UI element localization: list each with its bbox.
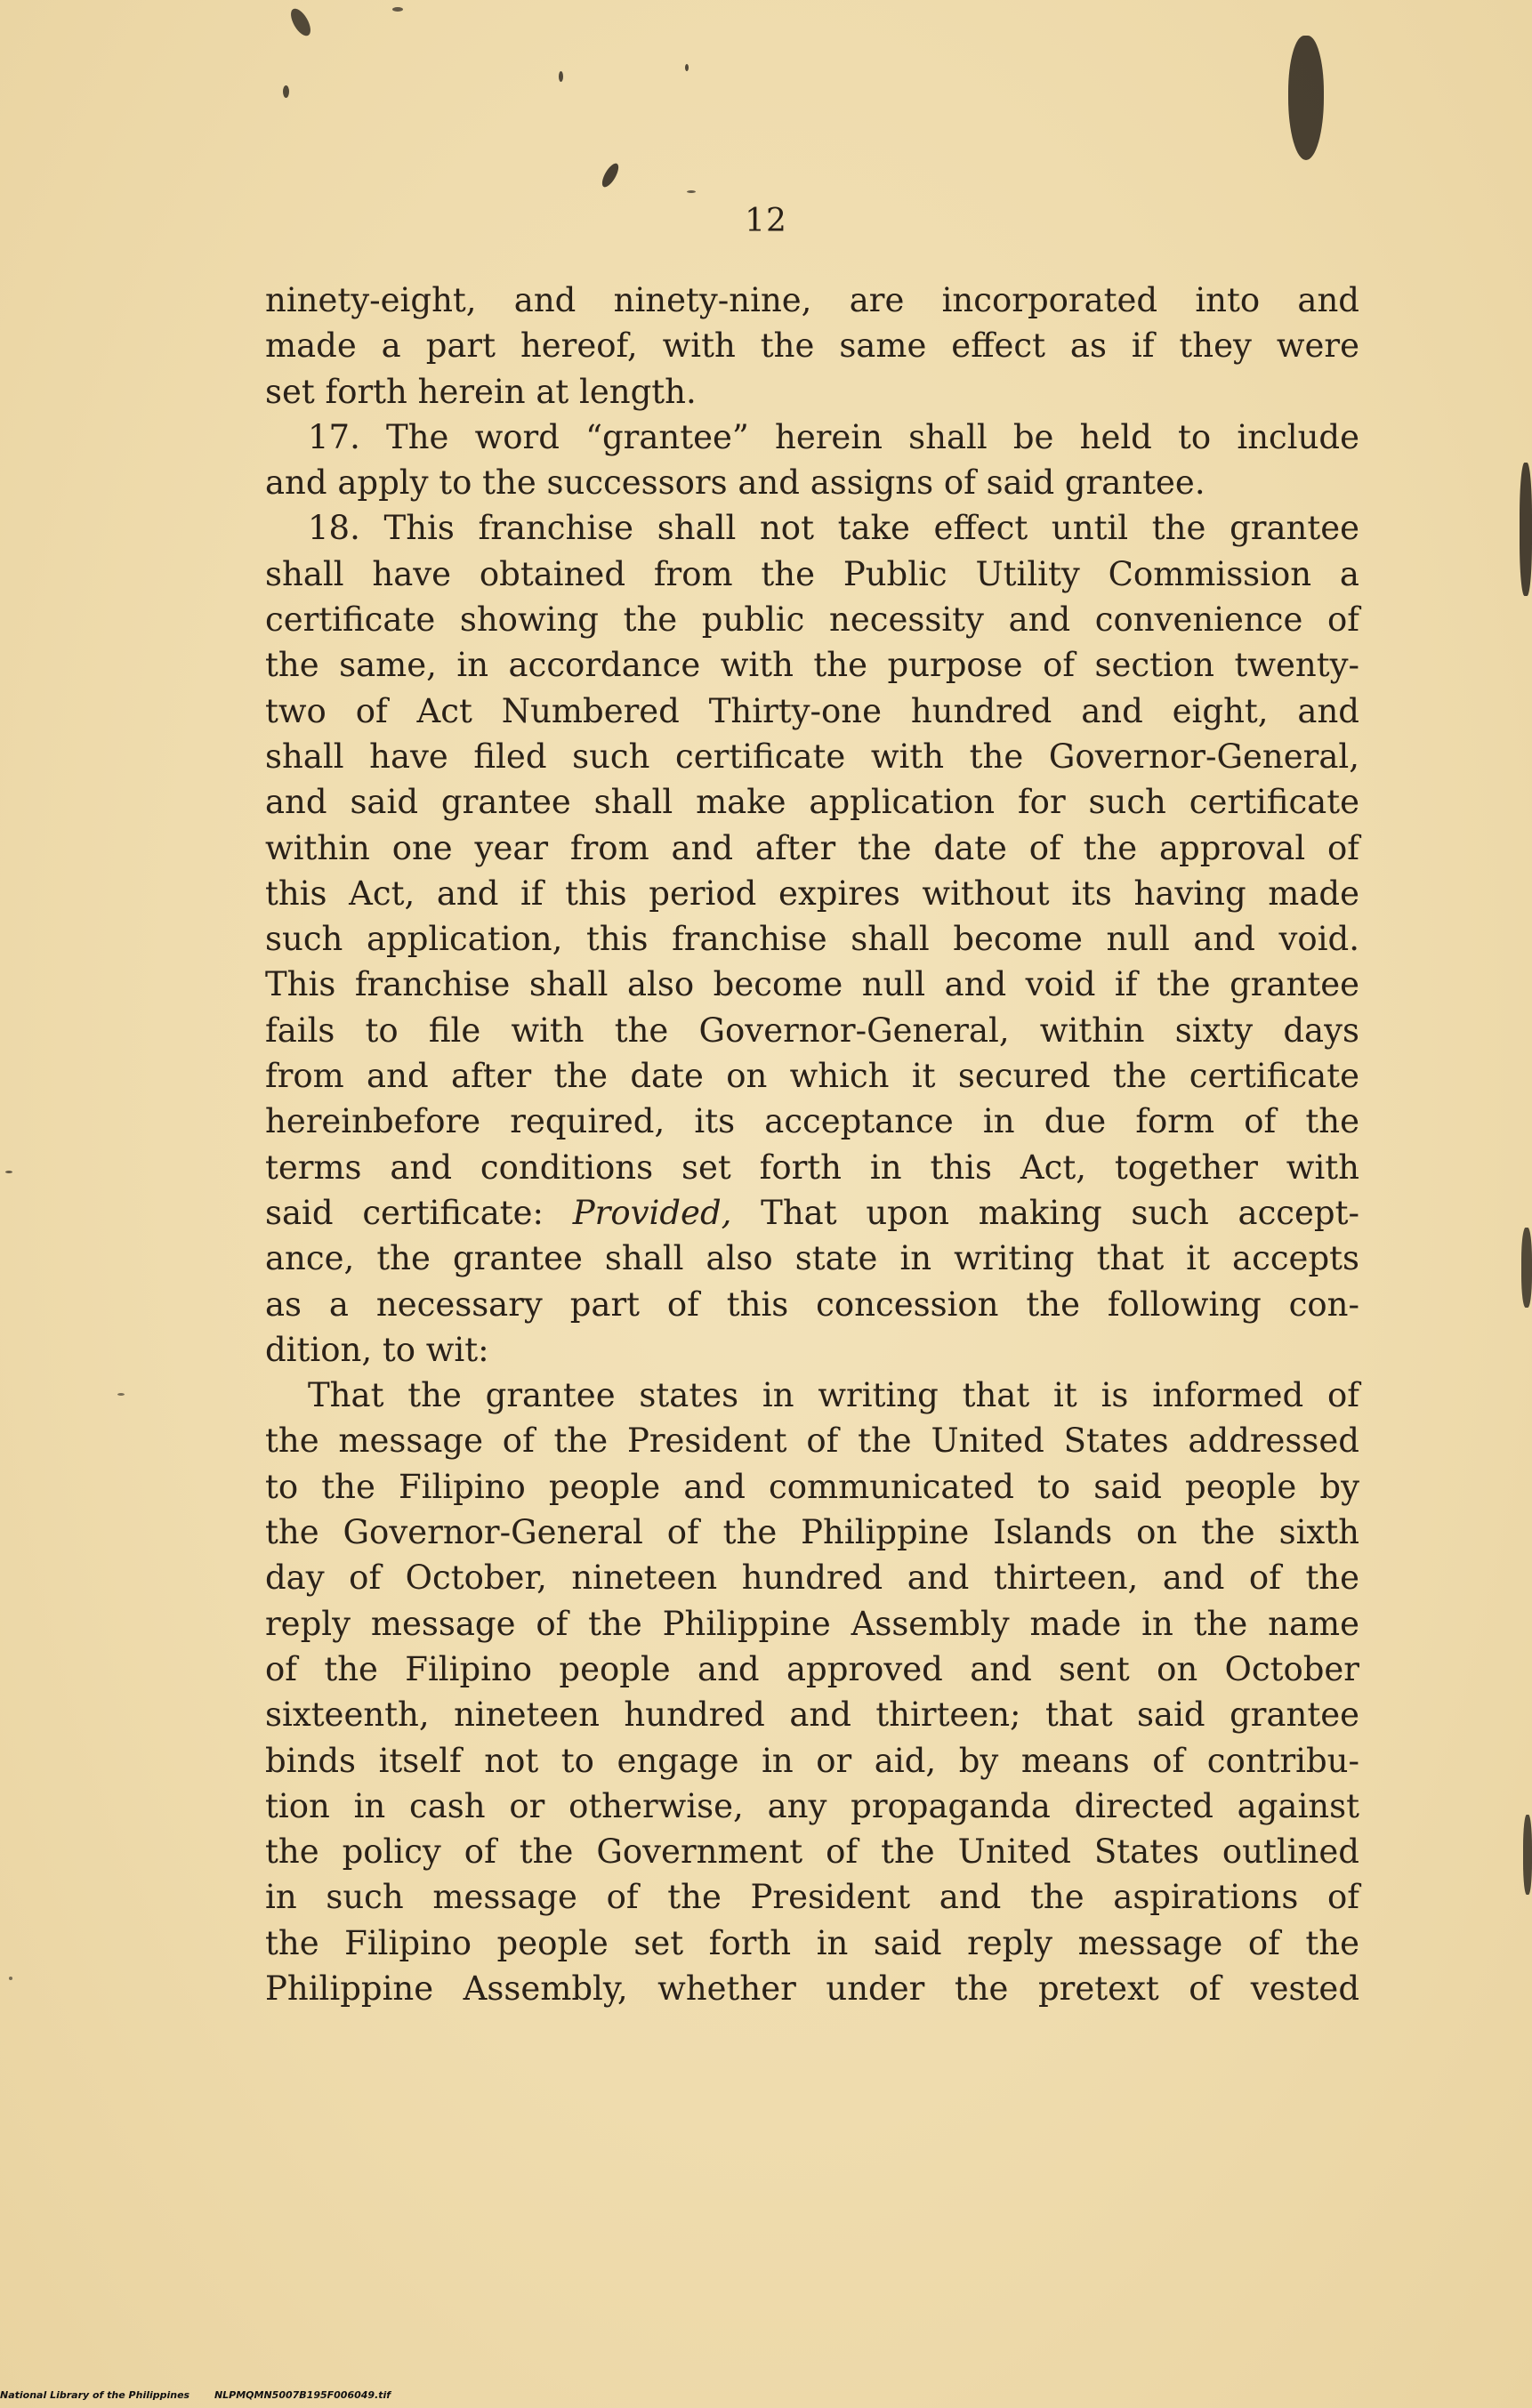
text-line: shall have filed such certificate with the Governor-General, [265,737,1359,776]
text-line: hereinbefore required, its acceptance in due form of the [265,1102,1359,1141]
ink-stain [1521,1228,1532,1308]
ink-stain [1523,1815,1532,1895]
text-line: from and after the date on which it secured the certificate [265,1057,1359,1096]
text-line: That the grantee states in writing that it is informed of [308,1376,1359,1415]
text-line: and said grantee shall make application for such certificate [265,783,1359,822]
text-line: the Filipino people set forth in said reply message of the [265,1923,1359,1962]
body-text [265,278,1359,2011]
text-line: 17. The word “grantee” herein shall be held to include [308,417,1359,456]
ink-stain [1520,463,1532,596]
ink-stain [5,1171,12,1173]
library-name: National Library of the Philippines [0,2389,190,2401]
text-line: ninety-eight, and ninety-nine, are incorporated into and [265,281,1359,319]
text-line: shall have obtained from the Public Utility Commission a [265,554,1359,593]
ink-stain [117,1393,125,1396]
text-line: dition, to wit: [265,1330,489,1369]
text-line [265,1190,1359,1236]
ink-stain [687,190,696,193]
text-line: Philippine Assembly, whether under the pretext of vested [265,1969,1359,2008]
text-line: as a necessary part of this concession the following con- [265,1285,1359,1324]
ink-stain [559,71,563,82]
file-id: NLPMQMN5007B195F006049.tif [214,2389,391,2401]
text-line: tion in cash or otherwise, any propaganda directed against [265,1786,1359,1825]
text-line: such application, this franchise shall become null and void. [265,920,1359,959]
text-line: the message of the President of the United States addressed [265,1421,1359,1461]
text-line: the policy of the Government of the United States outlined [265,1832,1359,1872]
text-line: day of October, nineteen hundred and thirteen, and of the [265,1558,1359,1598]
text-line: the Governor-General of the Philippine Islands on the sixth [265,1513,1359,1552]
text-line: This franchise shall also become null and void if the grantee [265,965,1359,1004]
text-line: the same, in accordance with the purpose of section twenty- [265,646,1359,685]
text-line: set forth herein at length. [265,372,697,411]
text-line: and apply to the successors and assigns of said grantee. [265,463,1205,503]
text-line: this Act, and if this period expires without its having made [265,874,1359,913]
text-line: reply message of the Philippine Assembly made in the name [265,1604,1359,1643]
ink-stain [9,1977,12,1980]
text-line: made a part hereof, with the same effect as if they were [265,326,1359,366]
text-line: within one year from and after the date of the approval of [265,828,1359,867]
ink-stain [685,64,689,71]
text-line: ance, the grantee shall also state in writing that it accepts [265,1239,1359,1278]
text-line: binds itself not to engage in or aid, by means of contribu- [265,1741,1359,1780]
text-line: certificate showing the public necessity and convenience of [265,600,1359,640]
text-line: sixteenth, nineteen hundred and thirteen; that said grantee [265,1695,1359,1735]
page-number: 12 [745,203,787,239]
ink-stain [283,85,289,98]
scan-footer [0,2389,391,2401]
text-line: terms and conditions set forth in this Act, together with [265,1148,1359,1187]
text-line: to the Filipino people and communicated to said people by [265,1467,1359,1506]
ink-stain [392,7,403,12]
italic-proviso: Provided, [572,1193,732,1232]
text-line: 18. This franchise shall not take effect until the grantee [308,509,1359,548]
text-line: in such message of the President and the aspirations of [265,1878,1359,1917]
ink-stain [1288,36,1324,160]
text-line: fails to file with the Governor-General, within sixty days [265,1011,1359,1050]
text-segment: said certificate: [265,1193,573,1232]
text-line: of the Filipino people and approved and sent on October [265,1649,1359,1688]
text-segment: That upon making such accept- [731,1193,1359,1232]
text-line: two of Act Numbered Thirty-one hundred and eight, and [265,691,1359,730]
